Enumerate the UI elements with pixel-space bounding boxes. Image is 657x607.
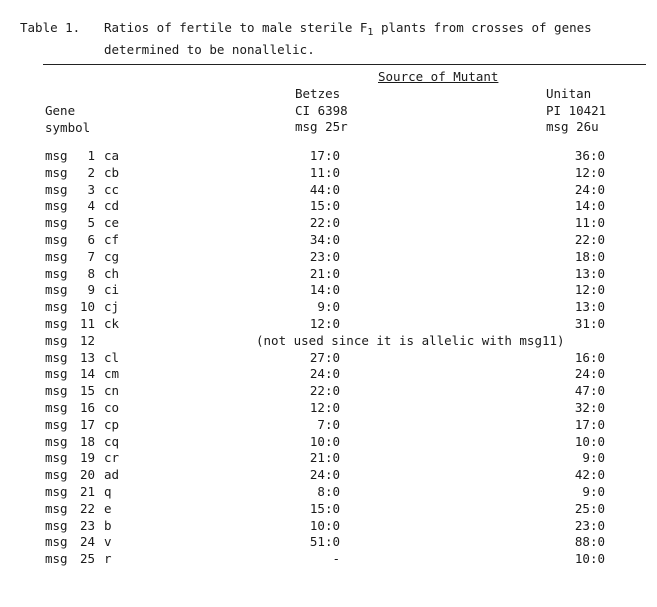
table-row (45, 484, 605, 501)
table-row (45, 148, 605, 165)
unitan-ratio: 12:0 (574, 164, 605, 180)
gene-number: 11 (79, 316, 95, 331)
betzes-ratio: 44:0 (309, 181, 340, 197)
unitan-ratio: 16:0 (574, 349, 605, 365)
gene-number: 19 (79, 450, 95, 466)
table-row (45, 333, 605, 350)
gene-code: co (104, 400, 120, 415)
gene-header-line: Gene (45, 103, 76, 118)
table-row (45, 316, 605, 333)
betzes-ratio: 17:0 (309, 148, 340, 163)
gene-prefix: msg (45, 248, 68, 264)
betzes-ratio: 12:0 (309, 316, 340, 331)
betzes-ratio: 51:0 (309, 534, 340, 550)
unitan-ratio: 14:0 (574, 198, 605, 214)
betzes-ratio: - (332, 551, 340, 567)
unitan-name: Unitan (546, 86, 592, 101)
gene-number: 20 (79, 467, 95, 483)
gene-number: 1 (87, 148, 95, 163)
gene-code: cq (104, 433, 120, 449)
gene-prefix: msg (45, 164, 68, 180)
gene-number: 24 (79, 534, 95, 550)
unitan-pi: PI 10421 (546, 102, 607, 118)
gene-prefix: msg (45, 181, 68, 197)
gene-prefix: msg (45, 416, 68, 432)
gene-code: r (104, 551, 112, 567)
gene-number: 22 (79, 500, 95, 516)
gene-number: 13 (79, 349, 95, 365)
betzes-ratio: 24:0 (309, 467, 340, 483)
gene-code: cp (104, 416, 120, 432)
gene-code: cj (104, 299, 120, 315)
unitan-ratio: 23:0 (574, 517, 605, 533)
betzes-ci: CI 6398 (295, 102, 348, 118)
betzes-name: Betzes (295, 86, 341, 101)
gene-number: 6 (87, 232, 95, 247)
table-row (45, 467, 605, 484)
gene-prefix: msg (45, 450, 68, 466)
table-row (45, 383, 605, 400)
unitan-ratio: 22:0 (574, 232, 605, 247)
caption-text (104, 19, 650, 58)
unitan-ratio: 17:0 (574, 416, 605, 432)
table-row (45, 232, 605, 249)
gene-code: cm (104, 366, 120, 382)
betzes-ratio: 21:0 (309, 265, 340, 281)
gene-prefix: msg (45, 349, 68, 365)
gene-code: ce (104, 215, 120, 231)
betzes-ratio: 10:0 (309, 517, 340, 533)
table-row (45, 417, 605, 434)
table-row (45, 282, 605, 299)
betzes-ratio: 22:0 (309, 215, 340, 231)
caption-text-part-2: plants from crosses of genes determined to be nonallelic. (104, 20, 600, 57)
gene-code: q (104, 484, 112, 499)
gene-code: ad (104, 467, 120, 483)
betzes-ratio: 24:0 (309, 366, 340, 382)
gene-number: 14 (79, 366, 95, 382)
betzes-ratio: 15:0 (309, 198, 340, 214)
betzes-ratio: 7:0 (317, 416, 340, 432)
gene-number: 16 (79, 400, 95, 415)
betzes-ratio: 21:0 (309, 450, 340, 466)
gene-prefix: msg (45, 198, 68, 214)
gene-prefix: msg (45, 148, 68, 163)
unitan-msg: msg 26u (546, 119, 599, 134)
table-row (45, 198, 605, 215)
gene-prefix: msg (45, 400, 68, 415)
table-row (45, 165, 605, 182)
gene-code: b (104, 517, 112, 533)
source-of-mutant-heading: Source of Mutant (378, 69, 499, 84)
unitan-ratio: 18:0 (574, 248, 605, 264)
gene-code: cd (104, 198, 120, 214)
unitan-ratio: 13:0 (574, 265, 605, 281)
unitan-ratio: 36:0 (574, 148, 605, 163)
gene-number: 4 (87, 198, 95, 214)
gene-number: 5 (87, 215, 95, 231)
row-note: (not used since it is allelic with msg11) (256, 332, 565, 348)
unitan-ratio: 12:0 (574, 282, 605, 298)
table-row (45, 501, 605, 518)
table-row (45, 215, 605, 232)
gene-number: 21 (79, 484, 95, 499)
unitan-ratio: 32:0 (574, 400, 605, 415)
table-row (45, 551, 605, 568)
unitan-ratio: 88:0 (574, 534, 605, 550)
gene-code: cr (104, 450, 120, 466)
table-row (45, 249, 605, 266)
gene-code: cl (104, 349, 120, 365)
gene-code: cn (104, 383, 120, 399)
gene-symbol-header (45, 103, 90, 136)
table-row (45, 350, 605, 367)
gene-prefix: msg (45, 517, 68, 533)
top-rule (43, 64, 646, 65)
gene-number: 17 (79, 416, 95, 432)
gene-code: cc (104, 181, 120, 197)
gene-prefix: msg (45, 332, 68, 348)
betzes-ratio: 22:0 (309, 383, 340, 399)
unitan-ratio: 9:0 (582, 450, 605, 466)
gene-number: 7 (87, 248, 95, 264)
gene-number: 18 (79, 433, 95, 449)
betzes-ratio: 12:0 (309, 400, 340, 415)
unitan-ratio: 42:0 (574, 467, 605, 483)
betzes-ratio: 34:0 (309, 232, 340, 247)
gene-number: 8 (87, 265, 95, 281)
betzes-ratio: 27:0 (309, 349, 340, 365)
unitan-ratio: 24:0 (574, 181, 605, 197)
unitan-ratio: 47:0 (574, 383, 605, 399)
gene-prefix: msg (45, 383, 68, 399)
gene-code: ck (104, 316, 120, 331)
gene-number: 2 (87, 164, 95, 180)
unitan-ratio: 25:0 (574, 500, 605, 516)
gene-prefix: msg (45, 366, 68, 382)
betzes-ratio: 11:0 (309, 164, 340, 180)
gene-prefix: msg (45, 232, 68, 247)
table-row (45, 534, 605, 551)
unitan-ratio: 24:0 (574, 366, 605, 382)
gene-code: cb (104, 164, 120, 180)
gene-prefix: msg (45, 215, 68, 231)
betzes-ratio: 23:0 (309, 248, 340, 264)
caption-label: Table 1. (20, 20, 81, 35)
gene-prefix: msg (45, 467, 68, 483)
table-row (45, 450, 605, 467)
gene-number: 10 (79, 299, 95, 315)
gene-prefix: msg (45, 433, 68, 449)
caption-text-part-1: Ratios of fertile to male sterile F (104, 20, 368, 35)
gene-number: 9 (87, 282, 95, 298)
unitan-ratio: 13:0 (574, 299, 605, 315)
gene-code: cg (104, 248, 120, 264)
gene-number: 23 (79, 517, 95, 533)
gene-number: 25 (79, 551, 95, 567)
gene-prefix: msg (45, 316, 68, 331)
gene-code: ci (104, 282, 120, 298)
gene-prefix: msg (45, 551, 68, 567)
gene-code: v (104, 534, 112, 550)
betzes-msg: msg 25r (295, 119, 348, 134)
betzes-column-header (295, 86, 348, 136)
symbol-header-line: symbol (45, 119, 91, 135)
gene-prefix: msg (45, 484, 68, 499)
gene-code: e (104, 500, 112, 516)
betzes-ratio: 9:0 (317, 299, 340, 315)
table-row (45, 400, 605, 417)
gene-number: 12 (79, 332, 95, 348)
gene-prefix: msg (45, 299, 68, 315)
caption-subscript: 1 (367, 27, 374, 38)
unitan-ratio: 9:0 (582, 484, 605, 499)
betzes-ratio: 15:0 (309, 500, 340, 516)
gene-code: cf (104, 232, 120, 247)
unitan-ratio: 31:0 (574, 316, 605, 331)
unitan-column-header (546, 86, 606, 136)
table-row (45, 299, 605, 316)
gene-code: ca (104, 148, 120, 163)
unitan-ratio: 10:0 (574, 433, 605, 449)
gene-prefix: msg (45, 534, 68, 550)
gene-number: 15 (79, 383, 95, 399)
betzes-ratio: 8:0 (317, 484, 340, 499)
betzes-ratio: 10:0 (309, 433, 340, 449)
gene-prefix: msg (45, 265, 68, 281)
unitan-ratio: 10:0 (574, 551, 605, 567)
unitan-ratio: 11:0 (574, 215, 605, 231)
gene-prefix: msg (45, 282, 68, 298)
gene-number: 3 (87, 181, 95, 197)
table-row (45, 366, 605, 383)
table-row (45, 434, 605, 451)
table-row (45, 266, 605, 283)
gene-prefix: msg (45, 500, 68, 516)
gene-code: ch (104, 265, 120, 281)
table-row (45, 518, 605, 535)
betzes-ratio: 14:0 (309, 282, 340, 298)
table-row (45, 182, 605, 199)
